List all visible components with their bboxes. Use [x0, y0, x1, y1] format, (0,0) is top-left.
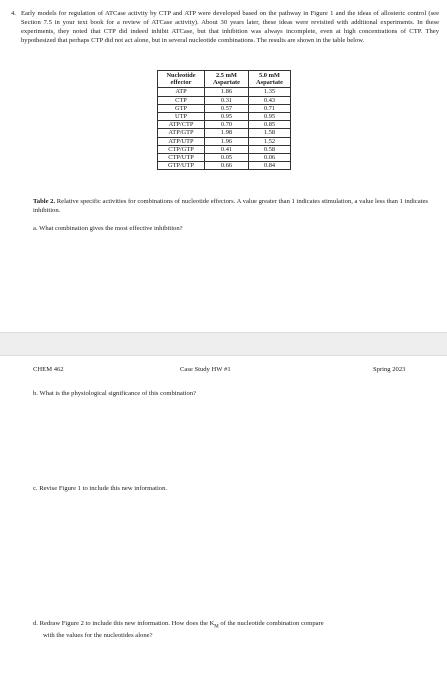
question-part-b: b. What is the physiological significance of this combination?	[33, 390, 197, 397]
cell-2-5mm: 0.31	[205, 96, 249, 104]
cell-5-0mm: 1.58	[249, 129, 291, 137]
cell-effector: ATP/GTP	[158, 129, 205, 137]
cell-effector: ATP/CTP	[158, 121, 205, 129]
nucleotide-table-container	[157, 70, 291, 170]
cell-effector: CTP/UTP	[158, 154, 205, 162]
header-course: CHEM 462	[33, 366, 64, 373]
table-caption-text: Relative specific activities for combinations of nucleotide effectors. A value greater than 1 indicates stimulation, a value less than 1 indicates inhibition.	[33, 198, 428, 214]
table-row	[158, 154, 291, 162]
cell-5-0mm: 0.71	[249, 104, 291, 112]
table-row	[158, 113, 291, 121]
cell-5-0mm: 0.95	[249, 113, 291, 121]
table-row	[158, 145, 291, 153]
question-intro: Early models for regulation of ATCase activity by CTP and ATP were developed based on the pathway in Figure 1 and the ideas of allosteric control (see Section 7.5 in your text book for a review of ATCase activity). About 30 years later, these ideas were revisited with additional experiments. In these experiments, they noted that CTP did indeed inhibit ATCase, but that inhibition was always incomplete, even at high concentrations of CTP. They hypothesized that perhaps CTP did not act alone, but in several nucleotide combinations. The results are shown in the table below.	[21, 10, 439, 44]
question-part-d-line1-end: of the nucleotide combination compare	[218, 620, 324, 627]
cell-effector: ATP/UTP	[158, 137, 205, 145]
question-part-d-line2: with the values for the nucleotides alone?	[43, 632, 153, 640]
document-page-1	[0, 0, 447, 332]
cell-2-5mm: 0.70	[205, 121, 249, 129]
cell-effector: CTP/GTP	[158, 145, 205, 153]
km-subscript: M	[214, 624, 219, 630]
nucleotide-effector-table	[157, 70, 291, 170]
table-caption-label: Table 2.	[33, 198, 56, 205]
cell-5-0mm: 0.43	[249, 96, 291, 104]
cell-effector: UTP	[158, 113, 205, 121]
question-part-d	[33, 619, 439, 640]
cell-2-5mm: 0.05	[205, 154, 249, 162]
header-5-0mm-aspartate: 5.0 mM Aspartate	[249, 71, 291, 88]
page-separator	[0, 332, 447, 356]
cell-5-0mm: 1.52	[249, 137, 291, 145]
table-row	[158, 121, 291, 129]
cell-effector: ATP	[158, 88, 205, 96]
cell-5-0mm: 0.06	[249, 154, 291, 162]
table-row	[158, 129, 291, 137]
cell-effector: GTP	[158, 104, 205, 112]
table-row	[158, 88, 291, 96]
cell-effector: GTP/UTP	[158, 162, 205, 170]
cell-2-5mm: 0.57	[205, 104, 249, 112]
cell-2-5mm: 1.86	[205, 88, 249, 96]
cell-2-5mm: 0.41	[205, 145, 249, 153]
header-title: Case Study HW #1	[180, 366, 231, 373]
table-caption	[33, 197, 441, 215]
table-header-row	[158, 71, 291, 88]
cell-5-0mm: 0.85	[249, 121, 291, 129]
table-row	[158, 137, 291, 145]
question-part-a: a. What combination gives the most effective inhibition?	[33, 225, 183, 232]
header-term: Spring 2023	[373, 366, 406, 373]
cell-5-0mm: 1.35	[249, 88, 291, 96]
table-row	[158, 96, 291, 104]
cell-2-5mm: 1.96	[205, 137, 249, 145]
cell-5-0mm: 0.84	[249, 162, 291, 170]
table-row	[158, 162, 291, 170]
cell-2-5mm: 1.98	[205, 129, 249, 137]
cell-2-5mm: 0.95	[205, 113, 249, 121]
question-part-c: c. Revise Figure 1 to include this new information.	[33, 485, 168, 492]
cell-2-5mm: 0.66	[205, 162, 249, 170]
question-number: 4.	[11, 10, 16, 17]
question-part-d-line1: d. Redraw Figure 2 to include this new information. How does the K	[33, 620, 215, 627]
cell-effector: CTP	[158, 96, 205, 104]
cell-5-0mm: 0.58	[249, 145, 291, 153]
header-2-5mm-aspartate: 2.5 mM Aspartate	[205, 71, 249, 88]
document-page-2	[0, 356, 447, 700]
header-nucleotide-effector: Nucleotide effector	[158, 71, 205, 88]
table-row	[158, 104, 291, 112]
